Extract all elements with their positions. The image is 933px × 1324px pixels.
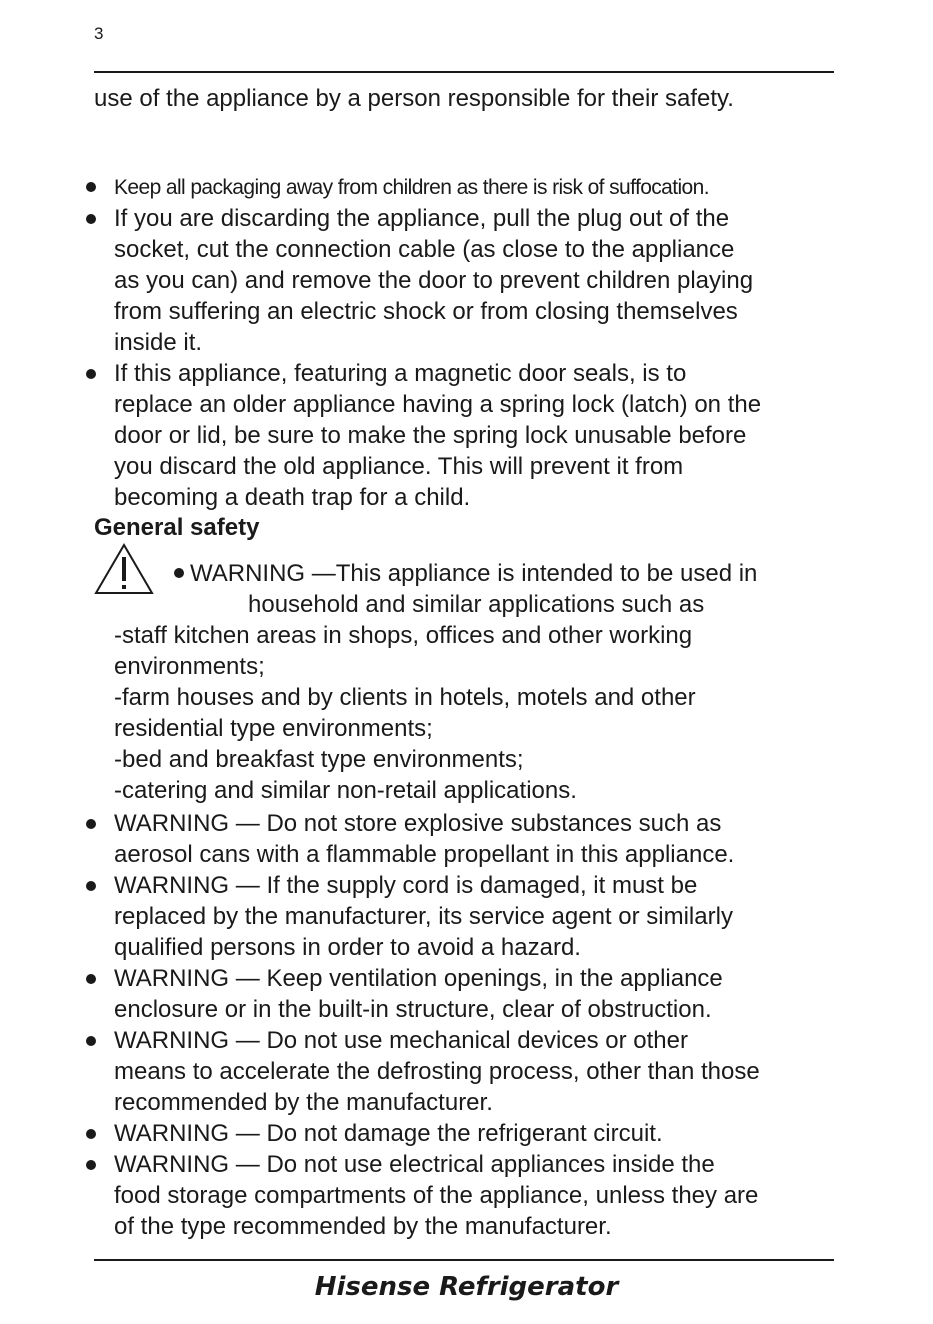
application-line: residential type environments; bbox=[114, 715, 433, 742]
list-item-line: door or lid, be sure to make the spring lock unusable before bbox=[114, 422, 747, 449]
list-item bbox=[86, 172, 761, 203]
list-item-line: qualified persons in order to avoid a hazard. bbox=[114, 934, 581, 961]
list-item bbox=[86, 203, 761, 358]
list-item-line: WARNING — Do not store explosive substances such as bbox=[114, 810, 722, 837]
bullet-icon bbox=[86, 974, 96, 984]
list-item-line: WARNING — Keep ventilation openings, in the appliance bbox=[114, 965, 723, 992]
intended-use-line-2: household and similar applications such as bbox=[248, 591, 705, 618]
list-item-line: replaced by the manufacturer, its service agent or similarly bbox=[114, 903, 733, 930]
bullet-icon bbox=[86, 182, 96, 192]
footer-rule bbox=[94, 1259, 834, 1261]
bullet-icon bbox=[86, 369, 96, 379]
application-line: -farm houses and by clients in hotels, motels and other bbox=[114, 684, 696, 711]
list-item-line: from suffering an electric shock or from closing themselves bbox=[114, 298, 738, 325]
list-item bbox=[86, 1149, 760, 1242]
list-item-line: you discard the old appliance. This will prevent it from bbox=[114, 453, 684, 480]
list-item-line: becoming a death trap for a child. bbox=[114, 484, 471, 511]
list-item bbox=[86, 358, 761, 513]
list-item-line: WARNING — If the supply cord is damaged, it must be bbox=[114, 872, 698, 899]
list-item-line: enclosure or in the built-in structure, clear of obstruction. bbox=[114, 996, 712, 1023]
page-number: 3 bbox=[94, 24, 104, 43]
application-line: -staff kitchen areas in shops, offices and other working bbox=[114, 622, 693, 649]
warnings-list bbox=[86, 808, 760, 1242]
application-line: -bed and breakfast type environments; bbox=[114, 746, 524, 773]
footer-brand: Hisense Refrigerator bbox=[314, 1272, 619, 1302]
list-item-line: If you are discarding the appliance, pull the plug out of the bbox=[114, 205, 730, 232]
application-line: environments; bbox=[114, 653, 265, 680]
bullet-icon bbox=[86, 1160, 96, 1170]
application-line: -catering and similar non-retail applications. bbox=[114, 777, 577, 804]
list-item bbox=[86, 1025, 760, 1118]
list-item-line: as you can) and remove the door to prevent children playing bbox=[114, 267, 754, 294]
list-item-line: WARNING — Do not use electrical appliances inside the bbox=[114, 1151, 715, 1178]
list-item-line: If this appliance, featuring a magnetic door seals, is to bbox=[114, 360, 687, 387]
list-item-line: inside it. bbox=[114, 329, 203, 356]
bullet-icon bbox=[86, 1129, 96, 1139]
child-safety-list bbox=[86, 172, 761, 513]
bullet-icon bbox=[86, 214, 96, 224]
header-rule bbox=[94, 71, 834, 73]
list-item-line: WARNING — Do not damage the refrigerant circuit. bbox=[114, 1120, 663, 1147]
intended-use-line-1: WARNING —This appliance is intended to be used in bbox=[174, 558, 757, 589]
warning-triangle-icon bbox=[94, 543, 154, 595]
list-item bbox=[86, 808, 760, 870]
bullet-icon bbox=[86, 819, 96, 829]
intro-text: use of the appliance by a person responsible for their safety. bbox=[94, 85, 734, 112]
intended-use-applications bbox=[114, 620, 696, 806]
list-item bbox=[86, 1118, 760, 1149]
list-item-line: food storage compartments of the appliance, unless they are bbox=[114, 1182, 759, 1209]
list-item-line: of the type recommended by the manufacturer. bbox=[114, 1213, 612, 1240]
bullet-icon bbox=[86, 881, 96, 891]
list-item-line: recommended by the manufacturer. bbox=[114, 1089, 493, 1116]
list-item-line: means to accelerate the defrosting process, other than those bbox=[114, 1058, 760, 1085]
list-item-line: socket, cut the connection cable (as close to the appliance bbox=[114, 236, 735, 263]
list-item-line: replace an older appliance having a spring lock (latch) on the bbox=[114, 391, 762, 418]
list-item-line: WARNING — Do not use mechanical devices or other bbox=[114, 1027, 688, 1054]
list-item-line: aerosol cans with a flammable propellant in this appliance. bbox=[114, 841, 735, 868]
bullet-icon bbox=[86, 1036, 96, 1046]
list-item-line: Keep all packaging away from children as there is risk of suffocation. bbox=[114, 176, 709, 199]
bullet-icon bbox=[174, 568, 184, 578]
general-safety-heading: General safety bbox=[94, 514, 260, 541]
list-item bbox=[86, 870, 760, 963]
list-item bbox=[86, 963, 760, 1025]
